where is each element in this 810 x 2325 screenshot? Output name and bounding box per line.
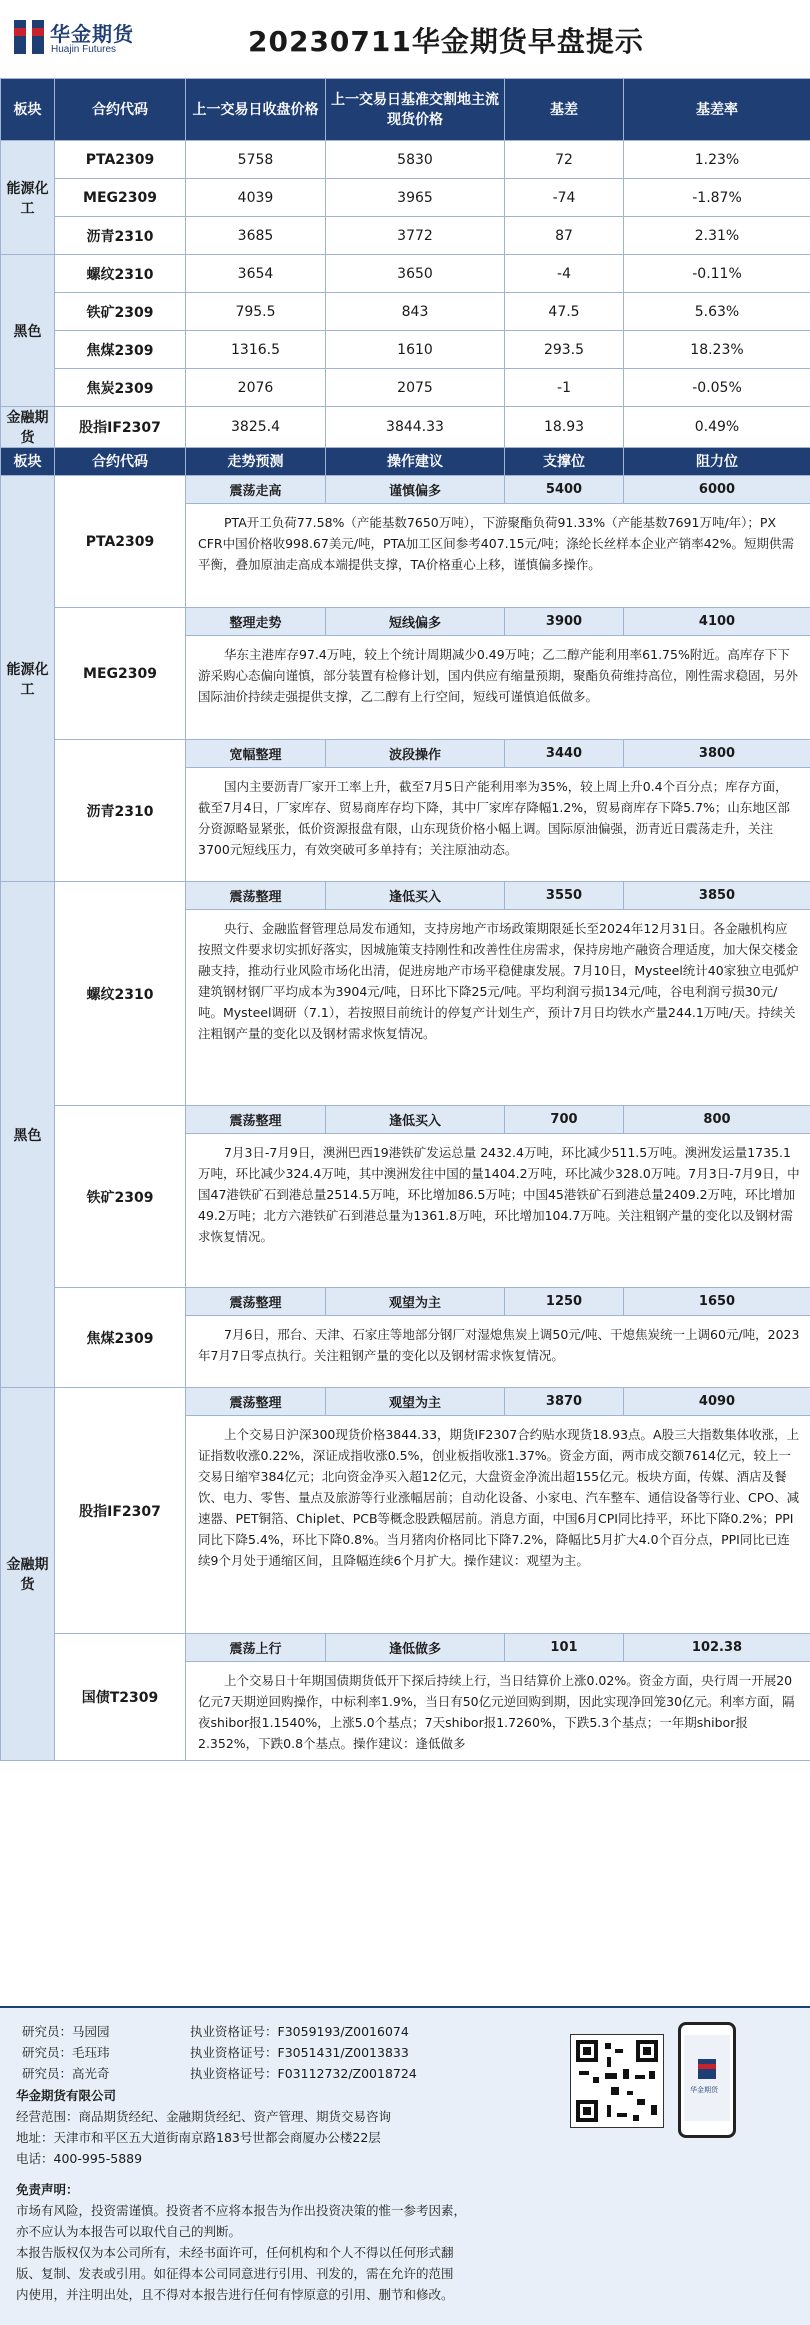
analysis-text bbox=[186, 1662, 810, 1761]
spot-price: 3650 bbox=[326, 255, 505, 293]
table2-header-cell: 操作建议 bbox=[326, 448, 505, 476]
analysis-text bbox=[186, 910, 810, 1106]
operation-advice: 谨慎偏多 bbox=[326, 476, 505, 504]
contract-code: 焦煤2309 bbox=[55, 1288, 186, 1388]
advice-row bbox=[1, 1634, 810, 1662]
support-level: 101 bbox=[505, 1634, 624, 1662]
researcher-3-cert: 执业资格证号：F03112732/Z0018724 bbox=[190, 2066, 417, 2081]
operation-advice: 逢低买入 bbox=[326, 1106, 505, 1134]
disclaimer-title: 免责声明： bbox=[16, 2182, 79, 2197]
trend-forecast: 震荡上行 bbox=[186, 1634, 326, 1662]
contract-code: 螺纹2310 bbox=[55, 882, 186, 1106]
close-price: 1316.5 bbox=[186, 331, 326, 369]
resistance-level: 4090 bbox=[624, 1388, 810, 1416]
contract-code: PTA2309 bbox=[55, 141, 186, 179]
trend-forecast: 震荡整理 bbox=[186, 1388, 326, 1416]
close-price: 3654 bbox=[186, 255, 326, 293]
resistance-level: 3850 bbox=[624, 882, 810, 910]
table1-header-row bbox=[1, 79, 810, 141]
contract-code: MEG2309 bbox=[55, 179, 186, 217]
resistance-level: 800 bbox=[624, 1106, 810, 1134]
trend-forecast: 震荡走高 bbox=[186, 476, 326, 504]
sector-cell: 金融期货 bbox=[1, 1388, 55, 1761]
spot-price: 843 bbox=[326, 293, 505, 331]
table1-header-cell: 上一交易日收盘价格 bbox=[186, 79, 326, 141]
mobile-app-icon: 华金期货 bbox=[678, 2022, 736, 2138]
support-level: 700 bbox=[505, 1106, 624, 1134]
researcher-1-cert: 执业资格证号：F3059193/Z0016074 bbox=[190, 2024, 409, 2039]
trend-forecast: 震荡整理 bbox=[186, 1288, 326, 1316]
contract-code: 沥青2310 bbox=[55, 740, 186, 882]
trend-forecast: 震荡整理 bbox=[186, 882, 326, 910]
spot-price: 3965 bbox=[326, 179, 505, 217]
table1-header-cell: 基差率 bbox=[624, 79, 810, 141]
basis-value: -1 bbox=[505, 369, 624, 407]
table2-header-cell: 支撑位 bbox=[505, 448, 624, 476]
advice-row bbox=[1, 1288, 810, 1316]
basis-value: 87 bbox=[505, 217, 624, 255]
analysis-text bbox=[186, 1134, 810, 1288]
trend-forecast: 宽幅整理 bbox=[186, 740, 326, 768]
company-address: 地址：天津市和平区五大道街南京路183号世都会商厦办公楼22层 bbox=[16, 2130, 381, 2145]
basis-value: -4 bbox=[505, 255, 624, 293]
contract-code: 股指IF2307 bbox=[55, 1388, 186, 1634]
report-footer bbox=[0, 2006, 810, 2325]
operation-advice: 观望为主 bbox=[326, 1388, 505, 1416]
basis-rate: 18.23% bbox=[624, 331, 810, 369]
basis-row bbox=[1, 217, 810, 255]
basis-row bbox=[1, 331, 810, 369]
basis-row bbox=[1, 141, 810, 179]
sector-cell: 金融期货 bbox=[1, 407, 55, 448]
researcher-2: 研究员：毛珏玮 bbox=[22, 2045, 110, 2060]
contract-code: PTA2309 bbox=[55, 476, 186, 608]
disclaimer-line: 版、复制、发表或引用。如征得本公司同意进行引用、刊发的，需在允许的范围 bbox=[16, 2266, 454, 2281]
spot-price: 1610 bbox=[326, 331, 505, 369]
analysis-text-body: 上个交易日沪深300现货价格3844.33，期货IF2307合约贴水现货18.93点。A股三大指数集体收涨，上证指数收涨0.22%，深证成指收涨0.5%，创业板指收涨1.37%。资金方面，两市成交额7614亿元，较上一交易日缩窄384亿元；北向资金净买入超12亿元，大盘资金净流出超155亿元。板块方面，传媒、酒店及餐饮、电力、零售、量点及旅游等行业涨幅居前；自动化设备、小家电、汽车整车、通信设备等行业、CPO、减速器、PET铜箔、Chiplet、PCB等概念股跌幅居前。消息方面，中国6月CPI同比持平，环比下降0.2%；PPI同比下降5.4%，环比下降0.8%。当月猪肉价格同比下降7.2%，降幅比5月扩大4.0个百分点，PPI同比已连续9个月处于通缩区间，且降幅连续6个月扩大。操作建议：观望为主。 bbox=[198, 1427, 800, 1568]
contract-code: 铁矿2309 bbox=[55, 1106, 186, 1288]
operation-advice: 短线偏多 bbox=[326, 608, 505, 636]
analysis-text-body: PTA开工负荷77.58%（产能基数7650万吨），下游聚酯负荷91.33%（产能基数7691万吨/年）；PX CFR中国价格收998.67美元/吨，PTA加工区间参考407.15元/吨；涤纶长丝样本企业产销率42%。短期供需平衡，叠加原油走高成本端提供支撑，TA价格重心上移，谨慎偏多操作。 bbox=[198, 515, 795, 572]
analysis-text-body: 7月6日，邢台、天津、石家庄等地部分钢厂对湿熄焦炭上调50元/吨、干熄焦炭统一上调60元/吨，2023年7月7日零点执行。关注粗钢产量的变化以及钢材需求恢复情况。 bbox=[198, 1327, 800, 1363]
analysis-text bbox=[186, 636, 810, 740]
sector-cell: 能源化工 bbox=[1, 476, 55, 882]
analysis-text bbox=[186, 504, 810, 608]
basis-row bbox=[1, 407, 810, 448]
table2-header-cell: 合约代码 bbox=[55, 448, 186, 476]
resistance-level: 3800 bbox=[624, 740, 810, 768]
contract-code: MEG2309 bbox=[55, 608, 186, 740]
advice-row bbox=[1, 1106, 810, 1134]
spot-price: 2075 bbox=[326, 369, 505, 407]
analysis-text-body: 上个交易日十年期国债期货低开下探后持续上行，当日结算价上涨0.02%。资金方面，央行周一开展20亿元7天期逆回购操作，中标利率1.9%，当日有50亿元逆回购到期，因此实现净回笼30亿元。利率方面，隔夜shibor报1.1540%，上涨5.0个基点；7天shibor报1.7260%，下跌5.3个基点；一年期shibor报2.352%，下跌0.8个基点。操作建议：逢低做多 bbox=[198, 1673, 795, 1751]
basis-row bbox=[1, 179, 810, 217]
contract-code: 铁矿2309 bbox=[55, 293, 186, 331]
close-price: 4039 bbox=[186, 179, 326, 217]
basis-rate: -1.87% bbox=[624, 179, 810, 217]
contract-code: 股指IF2307 bbox=[55, 407, 186, 448]
report-table bbox=[0, 78, 810, 1761]
resistance-level: 102.38 bbox=[624, 1634, 810, 1662]
researcher-1: 研究员：马园园 bbox=[22, 2024, 110, 2039]
contract-code: 国债T2309 bbox=[55, 1634, 186, 1761]
logo-mark-icon bbox=[14, 20, 44, 54]
table1-header-cell: 合约代码 bbox=[55, 79, 186, 141]
sector-cell: 能源化工 bbox=[1, 141, 55, 255]
close-price: 2076 bbox=[186, 369, 326, 407]
logo-name-cn: 华金期货 bbox=[50, 22, 134, 46]
advice-row bbox=[1, 608, 810, 636]
support-level: 3440 bbox=[505, 740, 624, 768]
disclaimer-line: 亦不应认为本报告可以取代自己的判断。 bbox=[16, 2224, 242, 2239]
operation-advice: 逢低做多 bbox=[326, 1634, 505, 1662]
contract-code: 沥青2310 bbox=[55, 217, 186, 255]
resistance-level: 4100 bbox=[624, 608, 810, 636]
researcher-2-cert: 执业资格证号：F3051431/Z0013833 bbox=[190, 2045, 409, 2060]
analysis-text-body: 7月3日-7月9日，澳洲巴西19港铁矿发运总量 2432.4万吨，环比减少511.5万吨。澳洲发运量1735.1万吨，环比减少324.4万吨，其中澳洲发往中国的量1404.2万吨，环比减少328.0万吨。7月3日-7月9日，中国47港铁矿石到港总量2514.5万吨，环比增加86.5万吨；中国45港铁矿石到港总量2409.2万吨，环比增加49.2万吨；北方六港铁矿石到港总量为1361.8万吨，环比增加104.7万吨。关注粗钢产量的变化以及钢材需求恢复情况。 bbox=[198, 1145, 800, 1244]
qr-code-icon bbox=[570, 2034, 664, 2128]
support-level: 1250 bbox=[505, 1288, 624, 1316]
contract-code: 焦煤2309 bbox=[55, 331, 186, 369]
researcher-3: 研究员：高光奇 bbox=[22, 2066, 110, 2081]
disclaimer-line: 内使用，并注明出处，且不得对本报告进行任何有悖原意的引用、删节和修改。 bbox=[16, 2287, 454, 2302]
support-level: 5400 bbox=[505, 476, 624, 504]
basis-rate: 1.23% bbox=[624, 141, 810, 179]
close-price: 5758 bbox=[186, 141, 326, 179]
contract-code: 焦炭2309 bbox=[55, 369, 186, 407]
analysis-text bbox=[186, 1416, 810, 1634]
basis-rate: 5.63% bbox=[624, 293, 810, 331]
resistance-level: 6000 bbox=[624, 476, 810, 504]
basis-value: 18.93 bbox=[505, 407, 624, 448]
table2-header-cell: 走势预测 bbox=[186, 448, 326, 476]
table2-header-cell: 板块 bbox=[1, 448, 55, 476]
analysis-text bbox=[186, 1316, 810, 1388]
close-price: 3825.4 bbox=[186, 407, 326, 448]
trend-forecast: 震荡整理 bbox=[186, 1106, 326, 1134]
table2-header-row bbox=[1, 448, 810, 476]
operation-advice: 观望为主 bbox=[326, 1288, 505, 1316]
table1-header-cell: 板块 bbox=[1, 79, 55, 141]
table2-header-cell: 阻力位 bbox=[624, 448, 810, 476]
support-level: 3870 bbox=[505, 1388, 624, 1416]
spot-price: 5830 bbox=[326, 141, 505, 179]
close-price: 795.5 bbox=[186, 293, 326, 331]
basis-rate: -0.11% bbox=[624, 255, 810, 293]
support-level: 3900 bbox=[505, 608, 624, 636]
disclaimer-line: 本报告版权仅为本公司所有，未经书面许可，任何机构和个人不得以任何形式翻 bbox=[16, 2245, 454, 2260]
contract-code: 螺纹2310 bbox=[55, 255, 186, 293]
advice-row bbox=[1, 882, 810, 910]
analysis-text-body: 央行、金融监督管理总局发布通知，支持房地产市场政策期限延长至2024年12月31日。各金融机构应按照文件要求切实抓好落实，因城施策支持刚性和改善性住房需求，保持房地产融资合理适度，加大保交楼金融支持，推动行业风险市场化出清，促进房地产市场平稳健康发展。7月10日，Mysteel统计40家独立电弧炉建筑钢材钢厂平均成本为3904元/吨，日环比下降25元/吨。平均利润亏损134元/吨，谷电利润亏损30元/吨。Mysteel调研（7.1），若按照目前统计的停复产计划生产，预计7月日均铁水产量244.1万吨/天。持续关注粗钢产量的变化以及钢材需求恢复情况。 bbox=[198, 921, 799, 1041]
close-price: 3685 bbox=[186, 217, 326, 255]
advice-row bbox=[1, 1388, 810, 1416]
basis-row bbox=[1, 369, 810, 407]
disclaimer-line: 市场有风险，投资需谨慎。投资者不应将本报告为作出投资决策的惟一参考因素， bbox=[16, 2203, 467, 2218]
basis-value: 47.5 bbox=[505, 293, 624, 331]
spot-price: 3844.33 bbox=[326, 407, 505, 448]
sector-cell: 黑色 bbox=[1, 255, 55, 407]
company-logo bbox=[14, 18, 154, 62]
advice-row bbox=[1, 476, 810, 504]
basis-rate: -0.05% bbox=[624, 369, 810, 407]
basis-rate: 2.31% bbox=[624, 217, 810, 255]
basis-row bbox=[1, 293, 810, 331]
basis-row bbox=[1, 255, 810, 293]
analysis-text bbox=[186, 768, 810, 882]
support-level: 3550 bbox=[505, 882, 624, 910]
logo-name-en: Huajin Futures bbox=[51, 44, 117, 55]
basis-rate: 0.49% bbox=[624, 407, 810, 448]
analysis-text-body: 国内主要沥青厂家开工率上升，截至7月5日产能利用率为35%，较上周上升0.4个百分点；库存方面，截至7月4日，厂家库存、贸易商库存均下降，其中厂家库存降幅1.2%，贸易商库存下降5.7%；山东地区部分资源略显紧张，低价资源报盘有限，山东现货价格小幅上调。国际原油偏强，沥青近日震荡走升，关注3700元短线压力，有效突破可多单持有；关注原油动态。 bbox=[198, 779, 790, 857]
company-phone: 电话：400-995-5889 bbox=[16, 2151, 143, 2166]
advice-row bbox=[1, 740, 810, 768]
basis-value: -74 bbox=[505, 179, 624, 217]
trend-forecast: 整理走势 bbox=[186, 608, 326, 636]
table1-header-cell: 上一交易日基准交割地主流现货价格 bbox=[326, 79, 505, 141]
report-title: 20230711华金期货早盘提示 bbox=[248, 25, 644, 58]
operation-advice: 逢低买入 bbox=[326, 882, 505, 910]
company-name: 华金期货有限公司 bbox=[16, 2088, 117, 2103]
spot-price: 3772 bbox=[326, 217, 505, 255]
report-header bbox=[0, 0, 810, 78]
table1-header-cell: 基差 bbox=[505, 79, 624, 141]
analysis-text-body: 华东主港库存97.4万吨，较上个统计周期减少0.49万吨；乙二醇产能利用率61.75%附近。高库存下下游采购心态偏向谨慎，部分装置有检修计划，国内供应有缩量预期，聚酯负荷维持高位，刚性需求稳固，另外国际油价持续走强提供支撑，乙二醇有上行空间，短线可谨慎追低做多。 bbox=[198, 647, 799, 704]
operation-advice: 波段操作 bbox=[326, 740, 505, 768]
basis-value: 293.5 bbox=[505, 331, 624, 369]
business-scope: 经营范围：商品期货经纪、金融期货经纪、资产管理、期货交易咨询 bbox=[16, 2109, 392, 2124]
basis-value: 72 bbox=[505, 141, 624, 179]
sector-cell: 黑色 bbox=[1, 882, 55, 1388]
resistance-level: 1650 bbox=[624, 1288, 810, 1316]
